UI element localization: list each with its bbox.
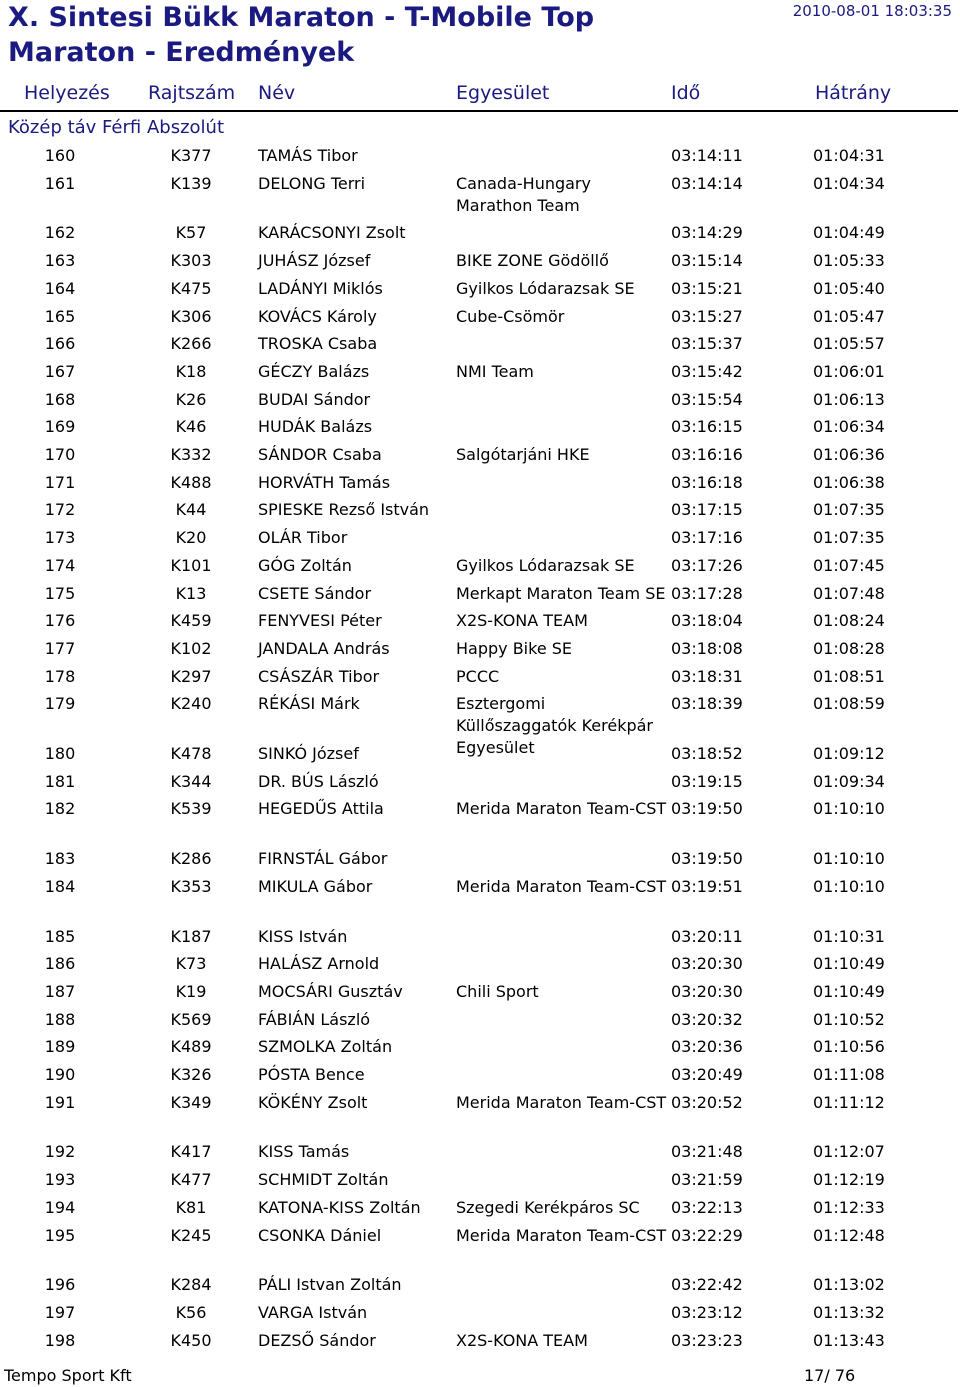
cell-gap: 01:06:34 <box>813 417 885 437</box>
cell-place: 180 <box>44 744 76 763</box>
cell-place: 162 <box>44 223 76 243</box>
page-title: X. Sintesi Bükk Maraton - T-Mobile Top Maraton - Eredmények <box>8 2 595 68</box>
cell-gap: 01:10:10 <box>813 849 885 869</box>
cell-club: Merida Maraton Team-CST <box>456 799 667 819</box>
cell-time: 03:18:08 <box>671 638 743 658</box>
cell-bib: K477 <box>170 1170 212 1190</box>
cell-gap: 01:11:12 <box>813 1092 885 1112</box>
cell-place: 187 <box>44 981 76 1001</box>
cell-bib: K303 <box>170 251 212 271</box>
cell-time: 03:20:30 <box>671 981 743 1001</box>
cell-time: 03:20:36 <box>671 1037 743 1057</box>
cell-time: 03:15:21 <box>671 278 743 298</box>
cell-name: SINKÓ József <box>258 744 359 763</box>
cell-name: SZMOLKA Zoltán <box>258 1037 393 1057</box>
cell-gap: 01:10:56 <box>813 1037 885 1057</box>
cell-name: KATONA-KISS Zoltán <box>258 1197 421 1217</box>
cell-place: 188 <box>44 1009 76 1029</box>
cell-bib: K102 <box>170 638 212 658</box>
cell-gap: 01:11:08 <box>813 1065 885 1084</box>
cell-place: 176 <box>44 611 76 631</box>
cell-place: 163 <box>44 251 76 271</box>
cell-place: 179 <box>44 694 76 714</box>
cell-bib: K344 <box>170 771 212 791</box>
cell-club: Happy Bike SE <box>456 638 573 658</box>
cell-time: 03:16:16 <box>671 445 743 464</box>
cell-club: BIKE ZONE Gödöllő <box>456 251 609 271</box>
cell-gap: 01:05:33 <box>813 251 885 271</box>
cell-club: Canada-Hungary Marathon Team <box>456 173 591 215</box>
cell-bib: K240 <box>170 694 212 714</box>
cell-gap: 01:10:49 <box>813 954 885 974</box>
cell-bib: K417 <box>170 1142 212 1162</box>
cell-gap: 01:06:01 <box>813 361 885 381</box>
cell-place: 183 <box>44 849 76 869</box>
cell-club: NMI Team <box>456 361 534 381</box>
cell-place: 181 <box>44 771 76 791</box>
cell-gap: 01:08:28 <box>813 638 885 658</box>
cell-time: 03:17:15 <box>671 500 743 520</box>
cell-name: KOVÁCS Károly <box>258 306 377 326</box>
cell-time: 03:15:27 <box>671 306 743 326</box>
cell-gap: 01:08:51 <box>813 666 885 686</box>
cell-name: DEZSŐ Sándor <box>258 1330 376 1350</box>
cell-name: DR. BÚS László <box>258 771 379 791</box>
cell-place: 195 <box>44 1225 76 1245</box>
cell-bib: K139 <box>170 173 212 193</box>
cell-name: TAMÁS Tibor <box>258 146 358 165</box>
cell-bib: K286 <box>170 849 212 869</box>
cell-time: 03:17:16 <box>671 528 743 548</box>
cell-place: 185 <box>44 926 76 946</box>
cell-club: Gyilkos Lódarazsak SE <box>456 555 635 575</box>
cell-name: FENYVESI Péter <box>258 611 382 631</box>
cell-gap: 01:13:02 <box>813 1275 885 1295</box>
cell-time: 03:18:39 <box>671 694 743 714</box>
cell-place: 169 <box>44 417 76 437</box>
cell-time: 03:16:15 <box>671 417 743 437</box>
cell-place: 165 <box>44 306 76 326</box>
cell-club: Chili Sport <box>456 981 539 1001</box>
cell-place: 190 <box>44 1065 76 1084</box>
cell-place: 168 <box>44 389 76 409</box>
cell-club: Szegedi Kerékpáros SC <box>456 1197 640 1217</box>
cell-gap: 01:10:10 <box>813 876 885 896</box>
cell-club: Salgótarjáni HKE <box>456 445 590 464</box>
cell-name: RÉKÁSI Márk <box>258 694 360 714</box>
cell-time: 03:20:30 <box>671 954 743 974</box>
footer-company: Tempo Sport Kft <box>4 1366 132 1385</box>
cell-time: 03:19:50 <box>671 849 743 869</box>
cell-name: TROSKA Csaba <box>258 334 378 354</box>
cell-name: SÁNDOR Csaba <box>258 445 382 464</box>
cell-bib: K101 <box>170 555 212 575</box>
cell-club: Esztergomi Küllőszaggatók Kerékpár Egyesület <box>456 694 653 758</box>
cell-name: GÉCZY Balázs <box>258 361 370 381</box>
cell-name: SCHMIDT Zoltán <box>258 1170 389 1190</box>
cell-time: 03:19:50 <box>671 799 743 819</box>
cell-time: 03:20:11 <box>671 926 743 946</box>
cell-place: 178 <box>44 666 76 686</box>
cell-place: 160 <box>44 146 76 165</box>
cell-bib: K284 <box>170 1275 212 1295</box>
cell-place: 191 <box>44 1092 76 1112</box>
column-header-club: Egyesület <box>456 82 550 104</box>
cell-gap: 01:08:24 <box>813 611 885 631</box>
cell-name: BUDAI Sándor <box>258 389 371 409</box>
cell-name: HORVÁTH Tamás <box>258 472 391 492</box>
cell-name: CSÁSZÁR Tibor <box>258 666 380 686</box>
cell-gap: 01:12:07 <box>813 1142 885 1162</box>
column-header-row <box>0 80 958 112</box>
cell-bib: K297 <box>170 666 212 686</box>
cell-time: 03:18:04 <box>671 611 743 631</box>
cell-gap: 01:10:49 <box>813 981 885 1001</box>
cell-bib: K19 <box>175 981 207 1001</box>
cell-name: SPIESKE Rezső István <box>258 500 430 520</box>
cell-name: KARÁCSONYI Zsolt <box>258 223 406 243</box>
cell-place: 164 <box>44 278 76 298</box>
cell-gap: 01:10:31 <box>813 926 885 946</box>
cell-time: 03:23:12 <box>671 1302 743 1322</box>
cell-gap: 01:06:36 <box>813 445 885 464</box>
cell-place: 171 <box>44 472 76 492</box>
cell-place: 192 <box>44 1142 76 1162</box>
cell-gap: 01:04:34 <box>813 173 885 193</box>
cell-bib: K489 <box>170 1037 212 1057</box>
cell-place: 197 <box>44 1302 76 1322</box>
cell-name: CSONKA Dániel <box>258 1225 382 1245</box>
cell-bib: K187 <box>170 926 212 946</box>
cell-club: Merida Maraton Team-CST <box>456 1092 667 1112</box>
cell-bib: K569 <box>170 1009 212 1029</box>
cell-place: 170 <box>44 445 76 464</box>
cell-name: KISS István <box>258 926 348 946</box>
page-number: 17/ 76 <box>804 1366 856 1385</box>
cell-club: Merida Maraton Team-CST <box>456 876 667 896</box>
cell-place: 196 <box>44 1275 76 1295</box>
cell-bib: K44 <box>175 500 207 520</box>
cell-time: 03:16:18 <box>671 472 743 492</box>
cell-time: 03:14:11 <box>671 146 743 165</box>
cell-place: 166 <box>44 334 76 354</box>
cell-name: PÓSTA Bence <box>258 1065 365 1084</box>
cell-bib: K349 <box>170 1092 212 1112</box>
cell-place: 161 <box>44 173 76 193</box>
cell-time: 03:18:31 <box>671 666 743 686</box>
cell-bib: K478 <box>170 744 212 763</box>
cell-gap: 01:10:10 <box>813 799 885 819</box>
cell-bib: K488 <box>170 472 212 492</box>
cell-name: LADÁNYI Miklós <box>258 278 383 298</box>
cell-name: PÁLI Istvan Zoltán <box>258 1275 402 1295</box>
cell-bib: K56 <box>175 1302 207 1322</box>
cell-gap: 01:04:49 <box>813 223 885 243</box>
cell-name: MOCSÁRI Gusztáv <box>258 981 403 1001</box>
timestamp: 2010-08-01 18:03:35 <box>792 2 952 20</box>
cell-place: 177 <box>44 638 76 658</box>
cell-bib: K26 <box>175 389 207 409</box>
cell-place: 184 <box>44 876 76 896</box>
cell-time: 03:19:51 <box>671 876 743 896</box>
cell-bib: K326 <box>170 1065 212 1084</box>
cell-bib: K20 <box>175 528 207 548</box>
cell-bib: K377 <box>170 146 212 165</box>
cell-place: 174 <box>44 555 76 575</box>
cell-time: 03:17:28 <box>671 583 743 603</box>
cell-bib: K46 <box>175 417 207 437</box>
cell-gap: 01:13:32 <box>813 1302 885 1322</box>
cell-bib: K81 <box>175 1197 207 1217</box>
cell-bib: K353 <box>170 876 212 896</box>
column-header-place: Helyezés <box>24 82 110 104</box>
cell-name: DELONG Terri <box>258 173 366 193</box>
cell-time: 03:20:32 <box>671 1009 743 1029</box>
cell-place: 186 <box>44 954 76 974</box>
cell-time: 03:14:14 <box>671 173 743 193</box>
cell-bib: K306 <box>170 306 212 326</box>
cell-name: KÖKÉNY Zsolt <box>258 1092 368 1112</box>
column-header-time: Idő <box>671 82 701 104</box>
cell-name: OLÁR Tibor <box>258 528 348 548</box>
cell-club: X2S-KONA TEAM <box>456 1330 588 1350</box>
cell-time: 03:15:14 <box>671 251 743 271</box>
cell-name: FÁBIÁN László <box>258 1009 371 1029</box>
cell-name: FIRNSTÁL Gábor <box>258 849 388 869</box>
cell-club: PCCC <box>456 666 500 686</box>
cell-gap: 01:13:43 <box>813 1330 885 1350</box>
cell-place: 182 <box>44 799 76 819</box>
cell-bib: K266 <box>170 334 212 354</box>
cell-club: X2S-KONA TEAM <box>456 611 588 631</box>
cell-name: HUDÁK Balázs <box>258 417 373 437</box>
cell-time: 03:15:42 <box>671 361 743 381</box>
cell-gap: 01:05:40 <box>813 278 885 298</box>
cell-gap: 01:04:31 <box>813 146 885 165</box>
cell-bib: K245 <box>170 1225 212 1245</box>
cell-name: JUHÁSZ József <box>258 251 371 271</box>
cell-place: 189 <box>44 1037 76 1057</box>
cell-gap: 01:05:47 <box>813 306 885 326</box>
cell-place: 194 <box>44 1197 76 1217</box>
cell-time: 03:15:37 <box>671 334 743 354</box>
cell-bib: K475 <box>170 278 212 298</box>
cell-gap: 01:12:33 <box>813 1197 885 1217</box>
cell-gap: 01:07:35 <box>813 528 885 548</box>
cell-bib: K539 <box>170 799 212 819</box>
cell-gap: 01:12:19 <box>813 1170 885 1190</box>
cell-bib: K18 <box>175 361 207 381</box>
cell-time: 03:22:29 <box>671 1225 743 1245</box>
cell-name: JANDALA András <box>258 638 390 658</box>
cell-gap: 01:07:35 <box>813 500 885 520</box>
cell-gap: 01:12:48 <box>813 1225 885 1245</box>
cell-time: 03:21:59 <box>671 1170 743 1190</box>
cell-time: 03:14:29 <box>671 223 743 243</box>
cell-bib: K450 <box>170 1330 212 1350</box>
cell-club: Cube-Csömör <box>456 306 565 326</box>
cell-place: 175 <box>44 583 76 603</box>
cell-gap: 01:06:38 <box>813 472 885 492</box>
cell-gap: 01:06:13 <box>813 389 885 409</box>
cell-name: HALÁSZ Arnold <box>258 954 380 974</box>
cell-gap: 01:10:52 <box>813 1009 885 1029</box>
cell-time: 03:23:23 <box>671 1330 743 1350</box>
cell-name: MIKULA Gábor <box>258 876 373 896</box>
cell-time: 03:20:52 <box>671 1092 743 1112</box>
cell-place: 172 <box>44 500 76 520</box>
cell-name: VARGA István <box>258 1302 368 1322</box>
cell-gap: 01:07:45 <box>813 555 885 575</box>
cell-bib: K459 <box>170 611 212 631</box>
cell-name: HEGEDŰS Attila <box>258 799 384 819</box>
cell-gap: 01:09:34 <box>813 771 885 791</box>
cell-time: 03:18:52 <box>671 744 743 763</box>
cell-place: 198 <box>44 1330 76 1350</box>
cell-bib: K57 <box>175 223 207 243</box>
cell-name: CSETE Sándor <box>258 583 372 603</box>
cell-place: 193 <box>44 1170 76 1190</box>
cell-time: 03:22:42 <box>671 1275 743 1295</box>
column-header-name: Név <box>258 82 296 104</box>
cell-name: KISS Tamás <box>258 1142 350 1162</box>
cell-time: 03:20:49 <box>671 1065 743 1084</box>
cell-time: 03:15:54 <box>671 389 743 409</box>
cell-time: 03:17:26 <box>671 555 743 575</box>
cell-name: GÓG Zoltán <box>258 555 352 575</box>
cell-place: 173 <box>44 528 76 548</box>
cell-club: Merida Maraton Team-CST <box>456 1225 667 1245</box>
cell-place: 167 <box>44 361 76 381</box>
cell-bib: K332 <box>170 445 212 464</box>
cell-gap: 01:07:48 <box>813 583 885 603</box>
cell-club: Merkapt Maraton Team SE <box>456 583 666 603</box>
cell-bib: K73 <box>175 954 207 974</box>
cell-bib: K13 <box>175 583 207 603</box>
column-header-bib: Rajtszám <box>148 82 236 104</box>
cell-gap: 01:09:12 <box>813 744 885 763</box>
cell-time: 03:21:48 <box>671 1142 743 1162</box>
cell-time: 03:22:13 <box>671 1197 743 1217</box>
cell-gap: 01:05:57 <box>813 334 885 354</box>
cell-club: Gyilkos Lódarazsak SE <box>456 278 635 298</box>
cell-gap: 01:08:59 <box>813 694 885 714</box>
category-heading: Közép táv Férfi Abszolút <box>8 117 224 138</box>
cell-time: 03:19:15 <box>671 771 743 791</box>
column-header-gap: Hátrány <box>815 82 892 104</box>
